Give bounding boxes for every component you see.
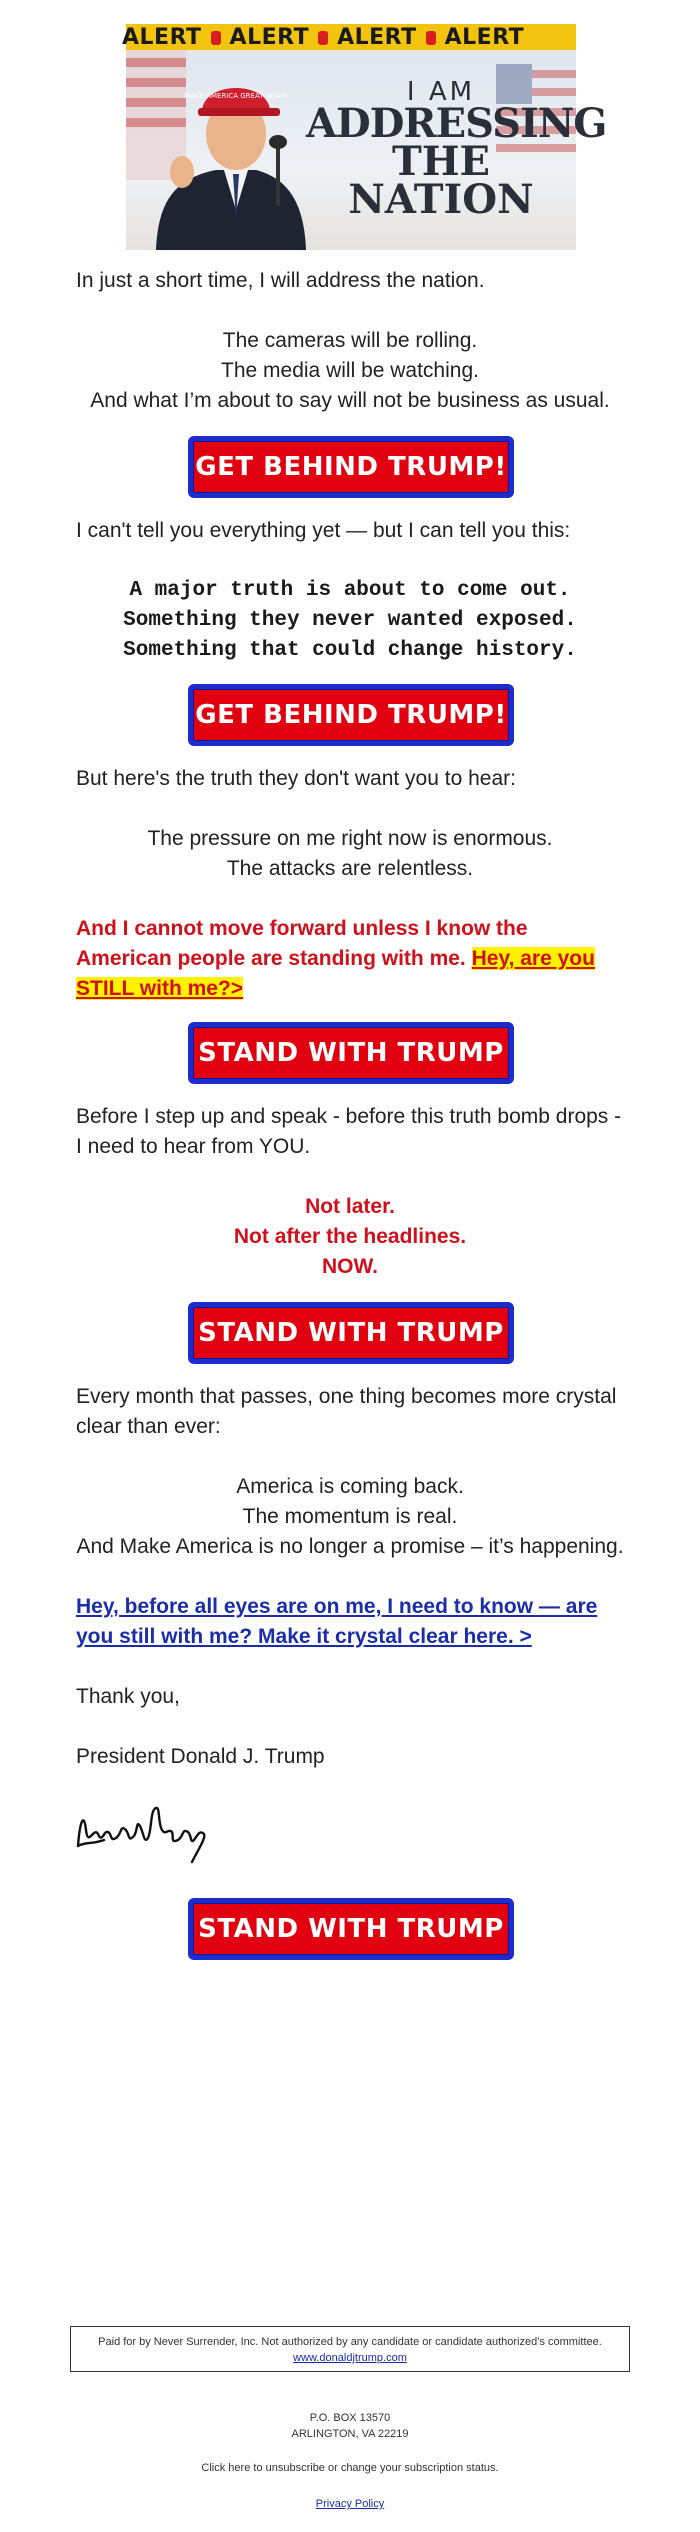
alert-word: ALERT xyxy=(444,24,525,50)
still-with-me-link[interactable]: Hey, are you STILL with me?> xyxy=(76,947,595,1000)
website-link[interactable]: www.donaldjtrump.com xyxy=(293,2352,407,2364)
cameras-paragraph xyxy=(76,326,624,416)
need-to-hear-paragraph: Before I step up and speak - before this truth bomb drops - I need to hear from YOU. xyxy=(76,1105,622,1158)
siren-icon xyxy=(426,31,436,45)
text-line: America is coming back. xyxy=(236,1475,464,1498)
alert-strip xyxy=(122,24,576,50)
text-line: The media will be watching. xyxy=(221,359,479,382)
alert-word: ALERT xyxy=(229,24,310,50)
address-line: P.O. BOX 13570 xyxy=(309,2412,391,2424)
text-line: Not later. xyxy=(305,1195,395,1218)
text-line: The pressure on me right now is enormous. xyxy=(147,827,553,850)
month-paragraph: Every month that passes, one thing becomes more crystal clear than ever: xyxy=(76,1385,617,1438)
address-line: ARLINGTON, VA 22219 xyxy=(291,2428,409,2440)
siren-icon xyxy=(318,31,328,45)
truth-block xyxy=(76,576,624,666)
unsubscribe-link[interactable]: Click here to unsubscribe or change your subscription status. xyxy=(201,2462,499,2474)
siren-icon xyxy=(211,31,221,45)
now-paragraph xyxy=(76,1192,624,1282)
hero-title-line: ADDRESSING xyxy=(306,99,607,147)
text-line: The attacks are relentless. xyxy=(226,857,474,880)
signature-image xyxy=(74,1790,214,1870)
privacy-policy-link[interactable]: Privacy Policy xyxy=(315,2498,385,2510)
crystal-clear-paragraph xyxy=(76,1592,624,1652)
text-line: And Make America is no longer a promise – it’s happening. xyxy=(76,1535,624,1558)
alert-word: ALERT xyxy=(337,24,417,50)
disclaimer-box xyxy=(70,2326,630,2372)
get-behind-trump-button[interactable]: GET BEHIND TRUMP! xyxy=(188,436,514,498)
truth-intro-paragraph: But here's the truth they don't want you to hear: xyxy=(76,767,516,790)
paid-for-text: Paid for by Never Surrender, Inc. Not authorized by any candidate or candidate authorized’s committee. xyxy=(98,2336,602,2348)
pressure-paragraph xyxy=(76,824,624,884)
hat-text: MAKE AMERICA GREAT AGAIN xyxy=(184,92,288,100)
intro-paragraph: In just a short time, I will address the nation. xyxy=(76,269,485,292)
alert-word: ALERT xyxy=(122,24,202,50)
stand-with-trump-button[interactable]: STAND WITH TRUMP xyxy=(188,1898,514,1960)
hero-banner xyxy=(122,24,607,250)
standing-text: And I cannot move forward unless I know the American people are standing with me. xyxy=(76,917,528,970)
text-line: Something that could change history. xyxy=(123,639,577,662)
speaker-figure xyxy=(136,50,316,250)
text-line: A major truth is about to come out. xyxy=(129,579,571,602)
signoff-name: President Donald J. Trump xyxy=(76,1745,325,1768)
thanks-text: Thank you, xyxy=(76,1685,180,1708)
standing-paragraph xyxy=(76,914,624,1004)
hero-title-line: THE xyxy=(391,137,491,185)
teaser-paragraph: I can't tell you everything yet — but I can tell you this: xyxy=(76,519,571,542)
text-line: Not after the headlines. xyxy=(233,1225,467,1248)
hero-title xyxy=(306,77,607,223)
get-behind-trump-button[interactable]: GET BEHIND TRUMP! xyxy=(188,684,514,746)
america-paragraph xyxy=(76,1472,624,1562)
text-line: NOW. xyxy=(322,1255,378,1278)
stand-with-trump-button[interactable]: STAND WITH TRUMP xyxy=(188,1302,514,1364)
crystal-clear-link[interactable]: Hey, before all eyes are on me, I need to know — are you still with me? Make it crystal clear here. > xyxy=(76,1595,598,1648)
text-line: Something they never wanted exposed. xyxy=(123,609,577,632)
text-line: The momentum is real. xyxy=(242,1505,458,1528)
hero-title-line: NATION xyxy=(348,175,534,223)
stand-with-trump-button[interactable]: STAND WITH TRUMP xyxy=(188,1022,514,1084)
text-line: And what I’m about to say will not be business as usual. xyxy=(90,389,610,412)
text-line: The cameras will be rolling. xyxy=(222,329,478,352)
hero-title-line: I AM xyxy=(406,77,476,107)
